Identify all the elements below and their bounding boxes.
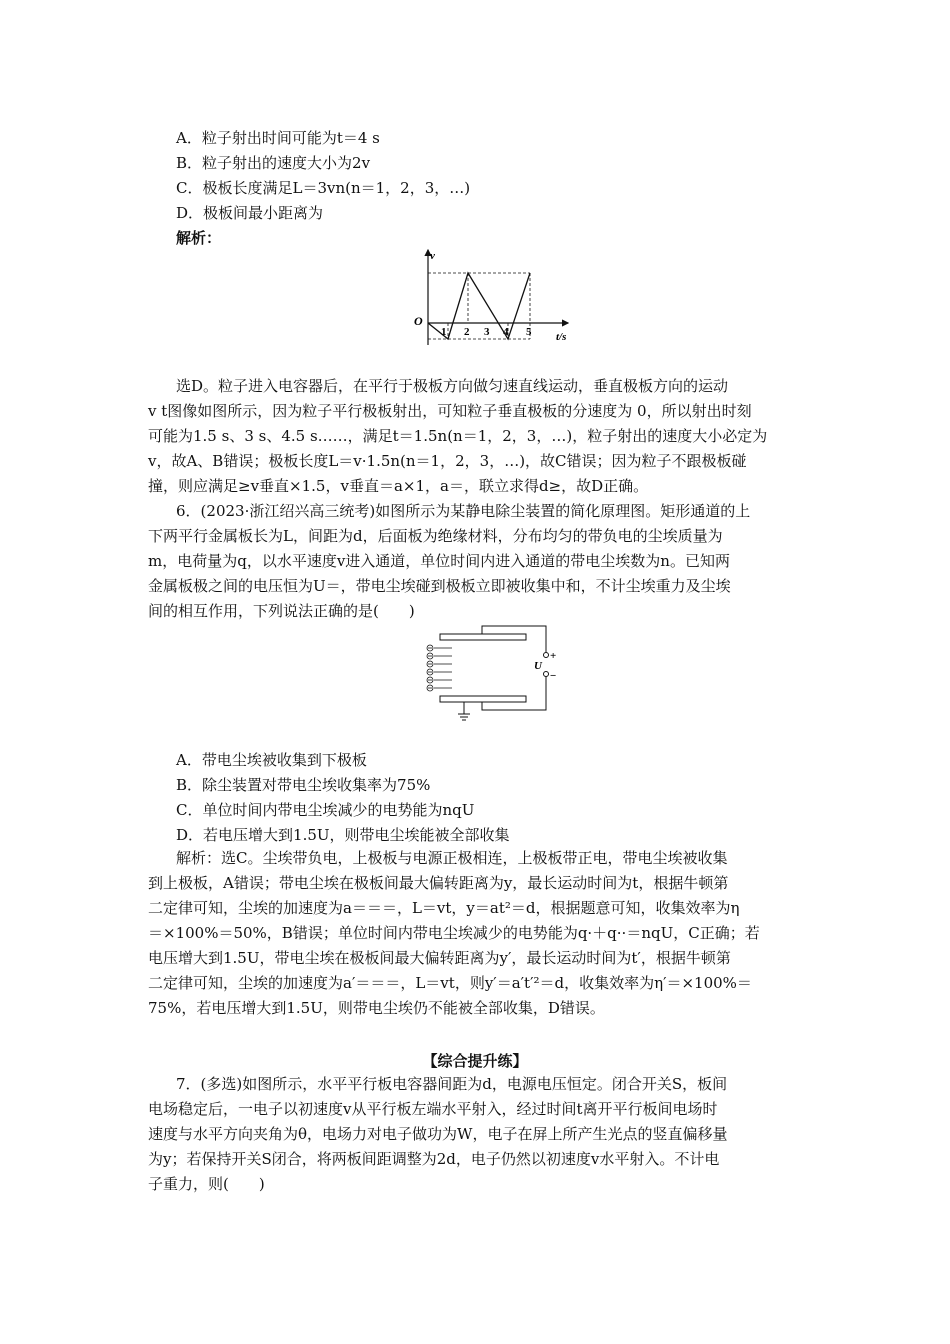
tick-1: 1 [441,326,447,338]
q5-expl-line: v t图像如图所示，因为粒子平行极板射出，可知粒子垂直极板的分速度为 0，所以射出时刻 [148,402,752,420]
voltage-label: U [534,660,542,672]
q5-analysis-label: 解析： [176,229,222,247]
q5-expl-line: 撞，则应满足≥v垂直×1.5，v垂直＝a×1，a＝，联立求得d≥，故D正确。 [148,477,649,495]
minus-sign: − [550,670,557,682]
q5-option-d: D．极板间最小距离为 [176,204,324,222]
q6-option-b: B．除尘装置对带电尘埃收集率为75% [176,776,431,794]
q6-expl-line: ＝×100%＝50%，B错误；单位时间内带电尘埃减少的电势能为q·＋q··＝nqU，C正确；若 [148,924,760,942]
q6-option-d: D．若电压增大到1.5U，则带电尘埃能被全部收集 [176,826,510,844]
q6-expl-line: 到上极板，A错误；带电尘埃在极板间最大偏转距离为y，最长运动时间为t，根据牛顿第 [148,874,729,892]
q7-stem-line: 电场稳定后，一电子以初速度v从平行板左端水平射入，经过时间t离开平行板间电场时 [148,1100,718,1118]
q6-expl-line: 电压增大到1.5U，带电尘埃在极板间最大偏转距离为y′，最长运动时间为t′，根据牛顿第 [148,949,731,967]
q6-stem-line: 6．(2023·浙江绍兴高三统考)如图所示为某静电除尘装置的简化原理图。矩形通道的上 [176,502,751,520]
dust-particles [427,645,452,691]
lower-plate [440,696,526,702]
q7-stem-line: 速度与水平方向夹角为θ，电场力对电子做功为W，电子在屏上所产生光点的竖直偏移量 [148,1125,728,1143]
q7-stem-line: 子重力，则( ) [148,1175,265,1193]
q5-expl-line: v，故A、B错误；极板长度L＝v·1.5n(n＝1，2，3，…)，故C错误；因为粒子不跟极板碰 [148,452,747,470]
tick-2: 2 [464,326,470,338]
q5-explanation [148,374,808,499]
tick-4: 4 [503,326,509,338]
t-axis-label: t/s [556,331,567,343]
plus-sign: + [550,650,557,662]
q6-expl-line: 二定律可知，尘埃的加速度为a′＝＝＝，L＝vt，则y′＝a′t′²＝d，收集效率为η′＝×100%＝ [148,974,752,992]
q6-stem-line: 下两平行金属板长为L，间距为d，后面板为绝缘材料，分布均匀的带负电的尘埃质量为 [148,527,723,545]
tick-5: 5 [526,326,532,338]
q5-expl-line: 可能为1.5 s、3 s、4.5 s……，满足t＝1.5n(n＝1，2，3，…)，粒子射出的速度大小必定为 [148,427,768,445]
q5-option-c: C．极板长度满足L＝3vn(n＝1，2，3，…) [176,179,471,197]
q5-option-a: A．粒子射出时间可能为t＝4 s [176,129,380,147]
origin-label: O [414,314,423,328]
q5-option-b: B．粒子射出的速度大小为2v [176,154,371,172]
q6-stem-line: 间的相互作用，下列说法正确的是( ) [148,602,415,620]
q6-expl-line: 解析：选C。尘埃带负电，上极板与电源正极相连，上极板带正电，带电尘埃被收集 [176,849,728,867]
q6-option-c: C．单位时间内带电尘埃减少的电势能为nqU [176,801,475,819]
upper-plate [440,634,526,640]
q6-expl-line: 二定律可知，尘埃的加速度为a＝＝＝，L＝vt，y＝at²＝d，根据题意可知，收集效率为η [148,899,740,917]
q6-option-a: A．带电尘埃被收集到下极板 [176,751,367,769]
q5-expl-line: 选D。粒子进入电容器后，在平行于极板方向做匀速直线运动，垂直极板方向的运动 [176,377,729,395]
v-axis-label: v [430,250,435,262]
tick-3: 3 [484,326,490,338]
q6-stem-line: m，电荷量为q，以水平速度v进入通道，单位时间内进入通道的带电尘埃数为n。已知两 [148,552,730,570]
dust-collector-diagram [420,622,570,732]
q7-stem-line: 为y；若保持开关S闭合，将两板间距调整为2d，电子仍然以初速度v水平射入。不计电 [148,1150,720,1168]
q6-stem-line: 金属板极之间的电压恒为U＝，带电尘埃碰到极板立即被收集中和，不计尘埃重力及尘埃 [148,577,731,595]
vt-graph [408,245,588,350]
q7-stem-line: 7．(多选)如图所示，水平平行板电容器间距为d，电源电压恒定。闭合开关S，板间 [176,1075,728,1093]
section-heading: 【综合提升练】 [422,1052,528,1070]
q6-explanation [148,846,808,1021]
q6-stem [148,499,808,624]
q6-expl-line: 75%，若电压增大到1.5U，则带电尘埃仍不能被全部收集，D错误。 [148,999,605,1017]
q7-stem [148,1072,808,1197]
